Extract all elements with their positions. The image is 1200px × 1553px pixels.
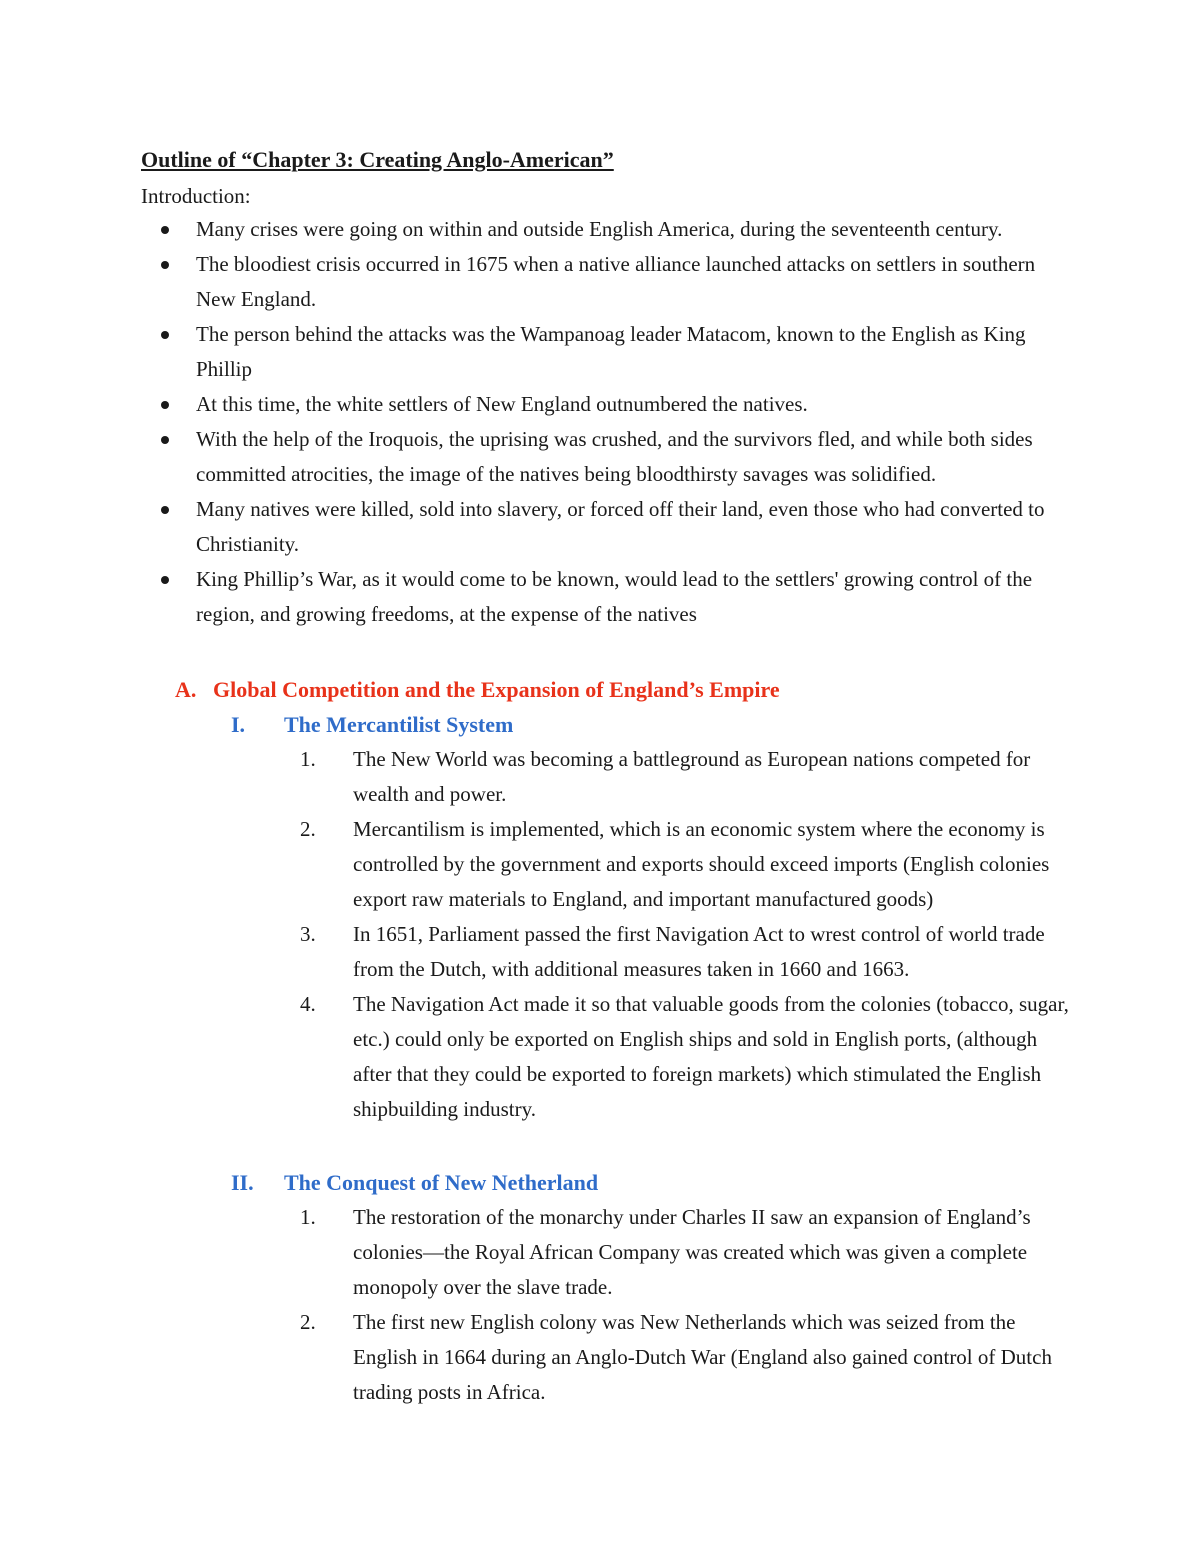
list-item [300, 1200, 1070, 1305]
item-text: The New World was becoming a battleground as European nations competed for wealth and power. [353, 747, 1031, 806]
section-heading [175, 672, 780, 707]
item-text: The Navigation Act made it so that valuable goods from the colonies (tobacco, sugar, etc.) could only be exported on English ships and sold in English ports, (although after that they could be exported to foreign markets) which stimulated the English shipbuilding industry. [353, 992, 1069, 1121]
subsection-heading [231, 707, 513, 742]
list-item: With the help of the Iroquois, the uprising was crushed, and the survivors fled, and while both sides committed atrocities, the image of the natives being bloodthirsty savages was solidified. [141, 422, 1061, 492]
item-number: 1. [300, 1205, 316, 1229]
subsection-label: II. [231, 1170, 254, 1195]
item-text: Mercantilism is implemented, which is an economic system where the economy is controlled by the government and exports should exceed imports (English colonies export raw materials to England, and important manufactured goods) [353, 817, 1050, 911]
section-label: A. [175, 677, 197, 702]
list-item [300, 917, 1070, 987]
subsection-heading [231, 1165, 598, 1200]
numbered-list [300, 742, 1070, 1127]
intro-bullet-list [141, 212, 1061, 632]
subsection-title: The Mercantilist System [284, 712, 514, 737]
intro-label: Introduction: [141, 184, 251, 208]
list-item [300, 987, 1070, 1127]
item-number: 3. [300, 922, 316, 946]
list-item: King Phillip’s War, as it would come to be known, would lead to the settlers' growing control of the region, and growing freedoms, at the expense of the natives [141, 562, 1061, 632]
item-text: The restoration of the monarchy under Charles II saw an expansion of England’s colonies—the Royal African Company was created which was given a complete monopoly over the slave trade. [353, 1205, 1031, 1299]
subsection-label: I. [231, 712, 246, 737]
document-title: Outline of “Chapter 3: Creating Anglo-American” [141, 147, 614, 172]
list-item: Many natives were killed, sold into slavery, or forced off their land, even those who had converted to Christianity. [141, 492, 1061, 562]
list-item [300, 742, 1070, 812]
item-number: 2. [300, 817, 316, 841]
subsection-title: The Conquest of New Netherland [284, 1170, 599, 1195]
item-number: 1. [300, 747, 316, 771]
list-item: Many crises were going on within and outside English America, during the seventeenth century. [141, 212, 1061, 247]
list-item [300, 1305, 1070, 1410]
list-item [300, 812, 1070, 917]
item-text: The first new English colony was New Netherlands which was seized from the English in 1664 during an Anglo-Dutch War (England also gained control of Dutch trading posts in Africa. [353, 1310, 1052, 1404]
section-title: Global Competition and the Expansion of England’s Empire [213, 677, 780, 702]
item-number: 4. [300, 992, 316, 1016]
item-text: In 1651, Parliament passed the first Navigation Act to wrest control of world trade from the Dutch, with additional measures taken in 1660 and 1663. [353, 922, 1045, 981]
item-number: 2. [300, 1310, 316, 1334]
list-item: At this time, the white settlers of New England outnumbered the natives. [141, 387, 1061, 422]
list-item: The person behind the attacks was the Wampanoag leader Matacom, known to the English as King Phillip [141, 317, 1061, 387]
numbered-list [300, 1200, 1070, 1410]
list-item: The bloodiest crisis occurred in 1675 when a native alliance launched attacks on settlers in southern New England. [141, 247, 1061, 317]
